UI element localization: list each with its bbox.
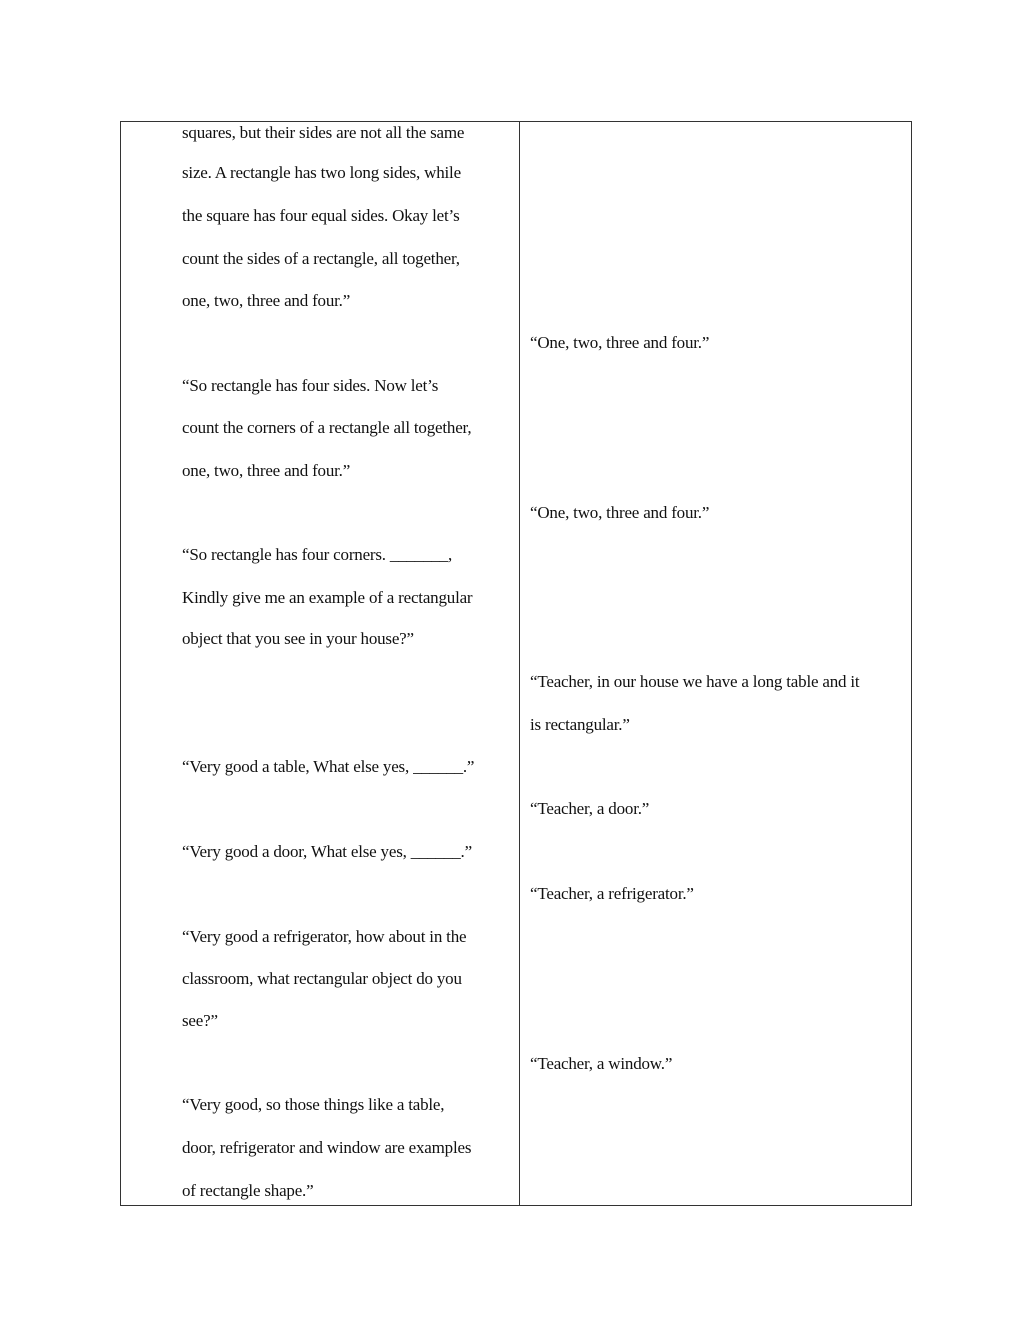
teacher-line: count the corners of a rectangle all together, bbox=[182, 418, 472, 437]
teacher-line: “Very good a table, What else yes, ______.” bbox=[182, 757, 475, 776]
teacher-line: one, two, three and four.” bbox=[182, 461, 351, 480]
pupil-line: “One, two, three and four.” bbox=[530, 333, 710, 352]
teacher-line: of rectangle shape.” bbox=[182, 1181, 314, 1200]
pupil-line: “Teacher, a door.” bbox=[530, 799, 650, 818]
pupil-line: is rectangular.” bbox=[530, 715, 630, 734]
teacher-line: “Very good a door, What else yes, ______.” bbox=[182, 842, 472, 861]
teacher-line: “So rectangle has four sides. Now let’s bbox=[182, 376, 439, 395]
teacher-line: door, refrigerator and window are examples bbox=[182, 1138, 472, 1157]
column-divider bbox=[519, 122, 520, 1205]
teacher-line: the square has four equal sides. Okay let’s bbox=[182, 206, 460, 225]
teacher-line: “Very good, so those things like a table, bbox=[182, 1095, 445, 1114]
teacher-line: count the sides of a rectangle, all together, bbox=[182, 249, 460, 268]
pupil-line: “Teacher, in our house we have a long table and it bbox=[530, 672, 860, 691]
teacher-line: object that you see in your house?” bbox=[182, 629, 414, 648]
teacher-line: squares, but their sides are not all the same bbox=[182, 123, 465, 142]
teacher-line: one, two, three and four.” bbox=[182, 291, 351, 310]
teacher-line: classroom, what rectangular object do you bbox=[182, 969, 462, 988]
teacher-line: “So rectangle has four corners. _______, bbox=[182, 545, 453, 564]
teacher-line: “Very good a refrigerator, how about in the bbox=[182, 927, 467, 946]
lesson-table bbox=[120, 121, 912, 1206]
teacher-line: Kindly give me an example of a rectangular bbox=[182, 588, 473, 607]
teacher-line: see?” bbox=[182, 1011, 218, 1030]
pupil-line: “One, two, three and four.” bbox=[530, 503, 710, 522]
pupil-line: “Teacher, a refrigerator.” bbox=[530, 884, 694, 903]
teacher-line: size. A rectangle has two long sides, while bbox=[182, 163, 461, 182]
pupil-line: “Teacher, a window.” bbox=[530, 1054, 673, 1073]
